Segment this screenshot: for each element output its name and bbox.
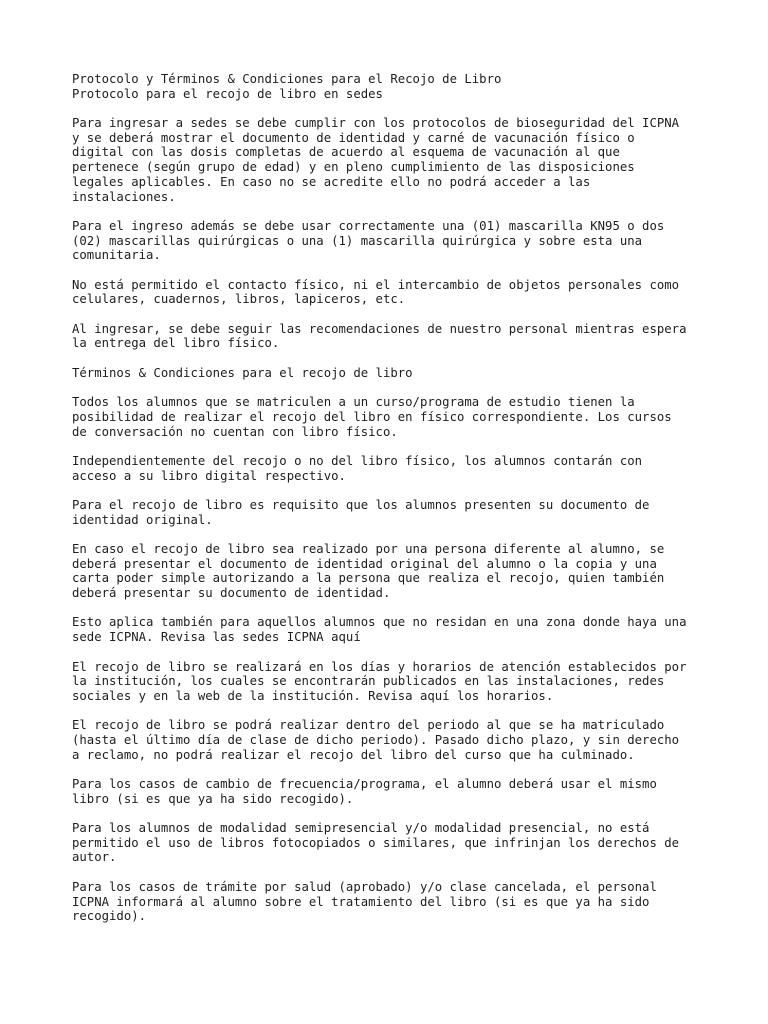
text-line: Independientemente del recojo o no del libro físico, los alumnos contarán con bbox=[72, 453, 643, 468]
paragraph-fotocopias bbox=[72, 821, 712, 865]
text-line: celulares, cuadernos, libros, lapiceros, etc. bbox=[72, 292, 406, 307]
text-line: y se deberá mostrar el documento de identidad y carné de vacunación físico o bbox=[72, 130, 635, 145]
paragraph-horarios bbox=[72, 660, 712, 704]
paragraph-requisito bbox=[72, 498, 712, 527]
text-line: sede ICPNA. Revisa las sedes ICPNA aquí bbox=[72, 630, 361, 645]
text-line: deberá presentar su documento de identidad. bbox=[72, 586, 391, 601]
text-line: pertenece (según grupo de edad) y en pleno cumplimiento de las disposiciones bbox=[72, 160, 635, 175]
text-line: (hasta el último día de clase de dicho periodo). Pasado dicho plazo, y sin derecho bbox=[72, 732, 680, 747]
paragraph-cambio-frecuencia bbox=[72, 777, 712, 806]
text-line: la institución, los cuales se encontrarán publicados en las instalaciones, redes bbox=[72, 674, 665, 689]
text-line: a reclamo, no podrá realizar el recojo del libro del curso que ha culminado. bbox=[72, 747, 635, 762]
text-line: Para los casos de cambio de frecuencia/programa, el alumno deberá usar el mismo bbox=[72, 777, 657, 791]
text-line: Para los casos de trámite por salud (aprobado) y/o clase cancelada, el personal bbox=[72, 879, 657, 894]
document-header bbox=[72, 72, 712, 101]
paragraph-sedes bbox=[72, 615, 712, 644]
paragraph-libro-digital bbox=[72, 454, 712, 483]
text-line: digital con las dosis completas de acuerdo al esquema de vacunación al que bbox=[72, 145, 620, 160]
paragraph-bioseguridad bbox=[72, 116, 712, 204]
paragraph-tercera-persona bbox=[72, 542, 712, 601]
text-line: Para ingresar a sedes se debe cumplir con los protocolos de bioseguridad del ICPNA bbox=[72, 116, 680, 131]
paragraph-tramite-salud bbox=[72, 880, 712, 924]
text-line: de conversación no cuentan con libro físico. bbox=[72, 424, 398, 439]
text-line: identidad original. bbox=[72, 512, 213, 527]
text-line: No está permitido el contacto físico, ni el intercambio de objetos personales como bbox=[72, 277, 680, 292]
section-heading: Términos & Condiciones para el recojo de libro bbox=[72, 365, 413, 380]
text-line: acceso a su libro digital respectivo. bbox=[72, 468, 346, 483]
text-line: sociales y en la web de la institución. Revisa aquí los horarios. bbox=[72, 688, 554, 703]
text-line: Todos los alumnos que se matriculen a un curso/programa de estudio tienen la bbox=[72, 395, 635, 410]
text-line: El recojo de libro se podrá realizar dentro del periodo al que se ha matriculado bbox=[72, 718, 665, 733]
text-line: deberá presentar el documento de identidad original del alumno o la copia y una bbox=[72, 556, 657, 571]
text-line: El recojo de libro se realizará en los días y horarios de atención establecidos por bbox=[72, 659, 687, 674]
paragraph-matricula bbox=[72, 395, 712, 439]
document-subtitle: Protocolo para el recojo de libro en sedes bbox=[72, 86, 383, 101]
text-line: recogido). bbox=[72, 909, 147, 924]
text-line: Para el recojo de libro es requisito que los alumnos presenten su documento de bbox=[72, 497, 650, 512]
document-page bbox=[72, 72, 712, 924]
paragraph-contacto bbox=[72, 278, 712, 307]
section-heading-terminos bbox=[72, 366, 712, 381]
text-line: (02) mascarillas quirúrgicas o una (1) mascarilla quirúrgica y sobre esta una bbox=[72, 233, 643, 248]
text-line: posibilidad de realizar el recojo del libro en físico correspondiente. Los cursos bbox=[72, 409, 672, 424]
text-line: la entrega del libro físico. bbox=[72, 336, 280, 351]
text-line: carta poder simple autorizando a la persona que realiza el recojo, quien también bbox=[72, 571, 665, 586]
text-line: Esto aplica también para aquellos alumnos que no residan en una zona donde haya una bbox=[72, 615, 687, 630]
text-line: comunitaria. bbox=[72, 248, 161, 263]
text-line: ICPNA informará al alumno sobre el tratamiento del libro (si es que ya ha sido bbox=[72, 894, 650, 909]
text-line: Al ingresar, se debe seguir las recomendaciones de nuestro personal mientras espera bbox=[72, 321, 687, 336]
text-line: En caso el recojo de libro sea realizado por una persona diferente al alumno, se bbox=[72, 542, 665, 556]
text-line: instalaciones. bbox=[72, 189, 176, 204]
text-line: autor. bbox=[72, 850, 117, 865]
text-line: legales aplicables. En caso no se acredite ello no podrá acceder a las bbox=[72, 174, 591, 189]
text-line: permitido el uso de libros fotocopiados o similares, que infrinjan los derechos de bbox=[72, 835, 680, 850]
text-line: Para los alumnos de modalidad semipresencial y/o modalidad presencial, no está bbox=[72, 821, 650, 836]
document-title: Protocolo y Términos & Condiciones para el Recojo de Libro bbox=[72, 72, 502, 86]
text-line: libro (si es que ya ha sido recogido). bbox=[72, 791, 354, 806]
paragraph-recomendaciones bbox=[72, 322, 712, 351]
paragraph-mascarilla bbox=[72, 219, 712, 263]
text-line: Para el ingreso además se debe usar correctamente una (01) mascarilla KN95 o dos bbox=[72, 218, 665, 233]
paragraph-periodo bbox=[72, 718, 712, 762]
